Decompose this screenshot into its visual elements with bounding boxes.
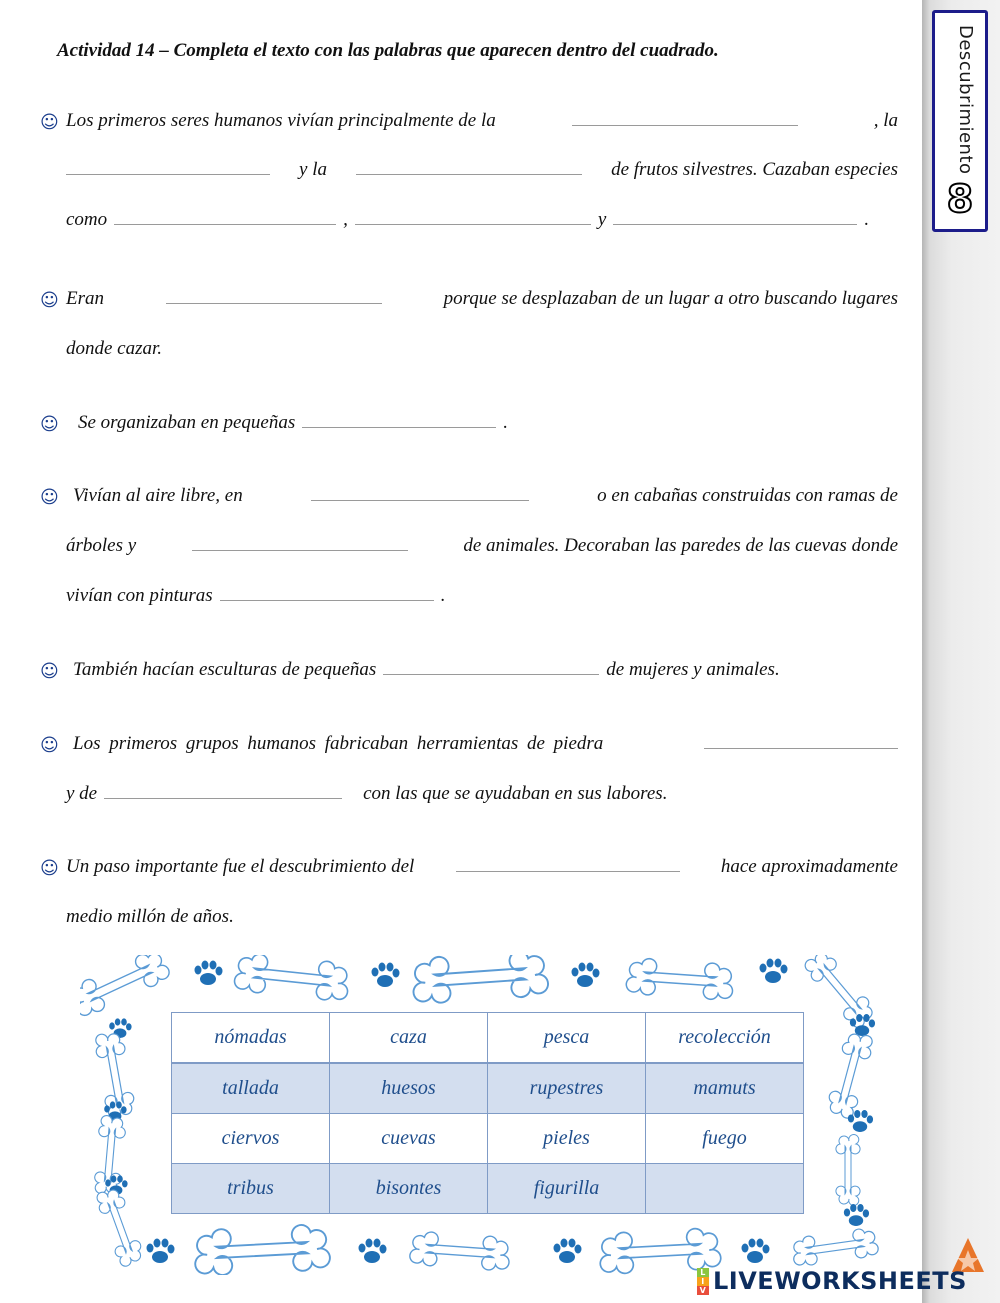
paw-icon: [742, 1239, 770, 1264]
bone-icon: [94, 1186, 146, 1268]
word-cell[interactable]: cuevas: [330, 1114, 488, 1164]
word-cell[interactable]: tallada: [172, 1063, 330, 1114]
bone-icon: [626, 957, 735, 1001]
word-bank-table: [171, 1012, 804, 1214]
bone-icon: [234, 955, 351, 1002]
smiley-icon: ☺: [40, 735, 59, 756]
word-cell[interactable]: caza: [330, 1013, 488, 1064]
text-line: Un paso importante fue el descubrimiento del hace aproximadamente: [66, 856, 898, 877]
chapter-tab-label: Descubrimiento: [955, 25, 976, 175]
bone-icon: [836, 1135, 860, 1206]
text-line: vivían con pinturas .: [66, 585, 446, 606]
blank-input[interactable]: [704, 734, 898, 749]
word-cell[interactable]: mamuts: [646, 1063, 804, 1114]
word-cell[interactable]: tribus: [172, 1164, 330, 1214]
text-line: Los primeros seres humanos vivían principalmente de la , la: [66, 110, 898, 131]
word-cell[interactable]: figurilla: [488, 1164, 646, 1214]
blank-input[interactable]: [192, 536, 408, 551]
blank-input[interactable]: [302, 413, 496, 428]
text-line: Eran porque se desplazaban de un lugar a otro buscando lugares: [66, 288, 898, 309]
paw-icon: [844, 1204, 869, 1226]
word-bank-row: [172, 1164, 804, 1214]
text-line: árboles y de animales. Decoraban las paredes de las cuevas donde: [66, 535, 898, 556]
text-line: y la de frutos silvestres. Cazaban especies: [66, 159, 898, 189]
blank-input[interactable]: [383, 660, 599, 675]
text-line: Los primeros grupos humanos fabricaban herramientas de piedra: [73, 733, 898, 763]
word-cell[interactable]: ciervos: [172, 1114, 330, 1164]
paw-icon: [359, 1239, 387, 1264]
word-bank-row: [172, 1063, 804, 1114]
bone-icon: [791, 1227, 879, 1268]
text-line: Se organizaban en pequeñas .: [78, 412, 508, 433]
paw-icon: [554, 1239, 582, 1264]
word-cell-empty: [646, 1164, 804, 1214]
smiley-icon: ☺: [40, 290, 59, 311]
smiley-icon: ☺: [40, 112, 59, 133]
blank-input[interactable]: [572, 111, 798, 126]
word-cell[interactable]: fuego: [646, 1114, 804, 1164]
word-cell[interactable]: pieles: [488, 1114, 646, 1164]
word-cell[interactable]: pesca: [488, 1013, 646, 1064]
blank-input[interactable]: [166, 289, 382, 304]
smiley-icon: ☺: [40, 487, 59, 508]
chapter-number: 8: [946, 177, 974, 221]
word-cell[interactable]: nómadas: [172, 1013, 330, 1064]
bone-icon: [193, 1224, 330, 1275]
word-cell[interactable]: huesos: [330, 1063, 488, 1114]
word-bank-row: [172, 1013, 804, 1064]
liveworksheets-logo-icon: L I V: [697, 1268, 709, 1295]
paw-icon: [195, 961, 223, 986]
liveworksheets-brand: LIVEWORKSHEETS: [713, 1267, 967, 1295]
blank-input[interactable]: [613, 210, 857, 225]
smiley-icon: ☺: [40, 858, 59, 879]
blank-input[interactable]: [220, 586, 434, 601]
bone-icon: [411, 955, 549, 1005]
activity-title: Actividad 14 – Completa el texto con las palabras que aparecen dentro del cuadrado.: [57, 40, 719, 61]
text-line: También hacían esculturas de pequeñas de mujeres y animales.: [73, 659, 780, 680]
word-cell[interactable]: bisontes: [330, 1164, 488, 1214]
word-cell[interactable]: rupestres: [488, 1063, 646, 1114]
paw-icon: [572, 963, 600, 988]
blank-input[interactable]: [356, 160, 582, 175]
text-line: y de con las que se ayudaban en sus labores.: [66, 783, 668, 804]
smiley-icon: ☺: [40, 661, 59, 682]
word-bank-row: [172, 1114, 804, 1164]
blank-input[interactable]: [66, 160, 270, 175]
liveworksheets-footer: [697, 1266, 967, 1296]
word-cell[interactable]: recolección: [646, 1013, 804, 1064]
blank-input[interactable]: [104, 784, 342, 799]
text-line: medio millón de años.: [66, 906, 234, 927]
text-line: como , y .: [66, 209, 870, 230]
chapter-tab: [932, 10, 988, 232]
smiley-icon: ☺: [40, 414, 59, 435]
text-line: donde cazar.: [66, 338, 163, 359]
blank-input[interactable]: [114, 210, 336, 225]
paw-icon: [372, 963, 400, 988]
blank-input[interactable]: [355, 210, 591, 225]
blank-input[interactable]: [456, 857, 680, 872]
paw-icon: [147, 1239, 175, 1264]
bone-icon: [80, 955, 172, 1019]
paw-icon: [760, 959, 788, 984]
text-line: Vivían al aire libre, en o en cabañas construidas con ramas de: [73, 485, 898, 506]
blank-input[interactable]: [311, 486, 529, 501]
bone-icon: [409, 1231, 510, 1272]
bone-icon: [825, 1030, 875, 1120]
